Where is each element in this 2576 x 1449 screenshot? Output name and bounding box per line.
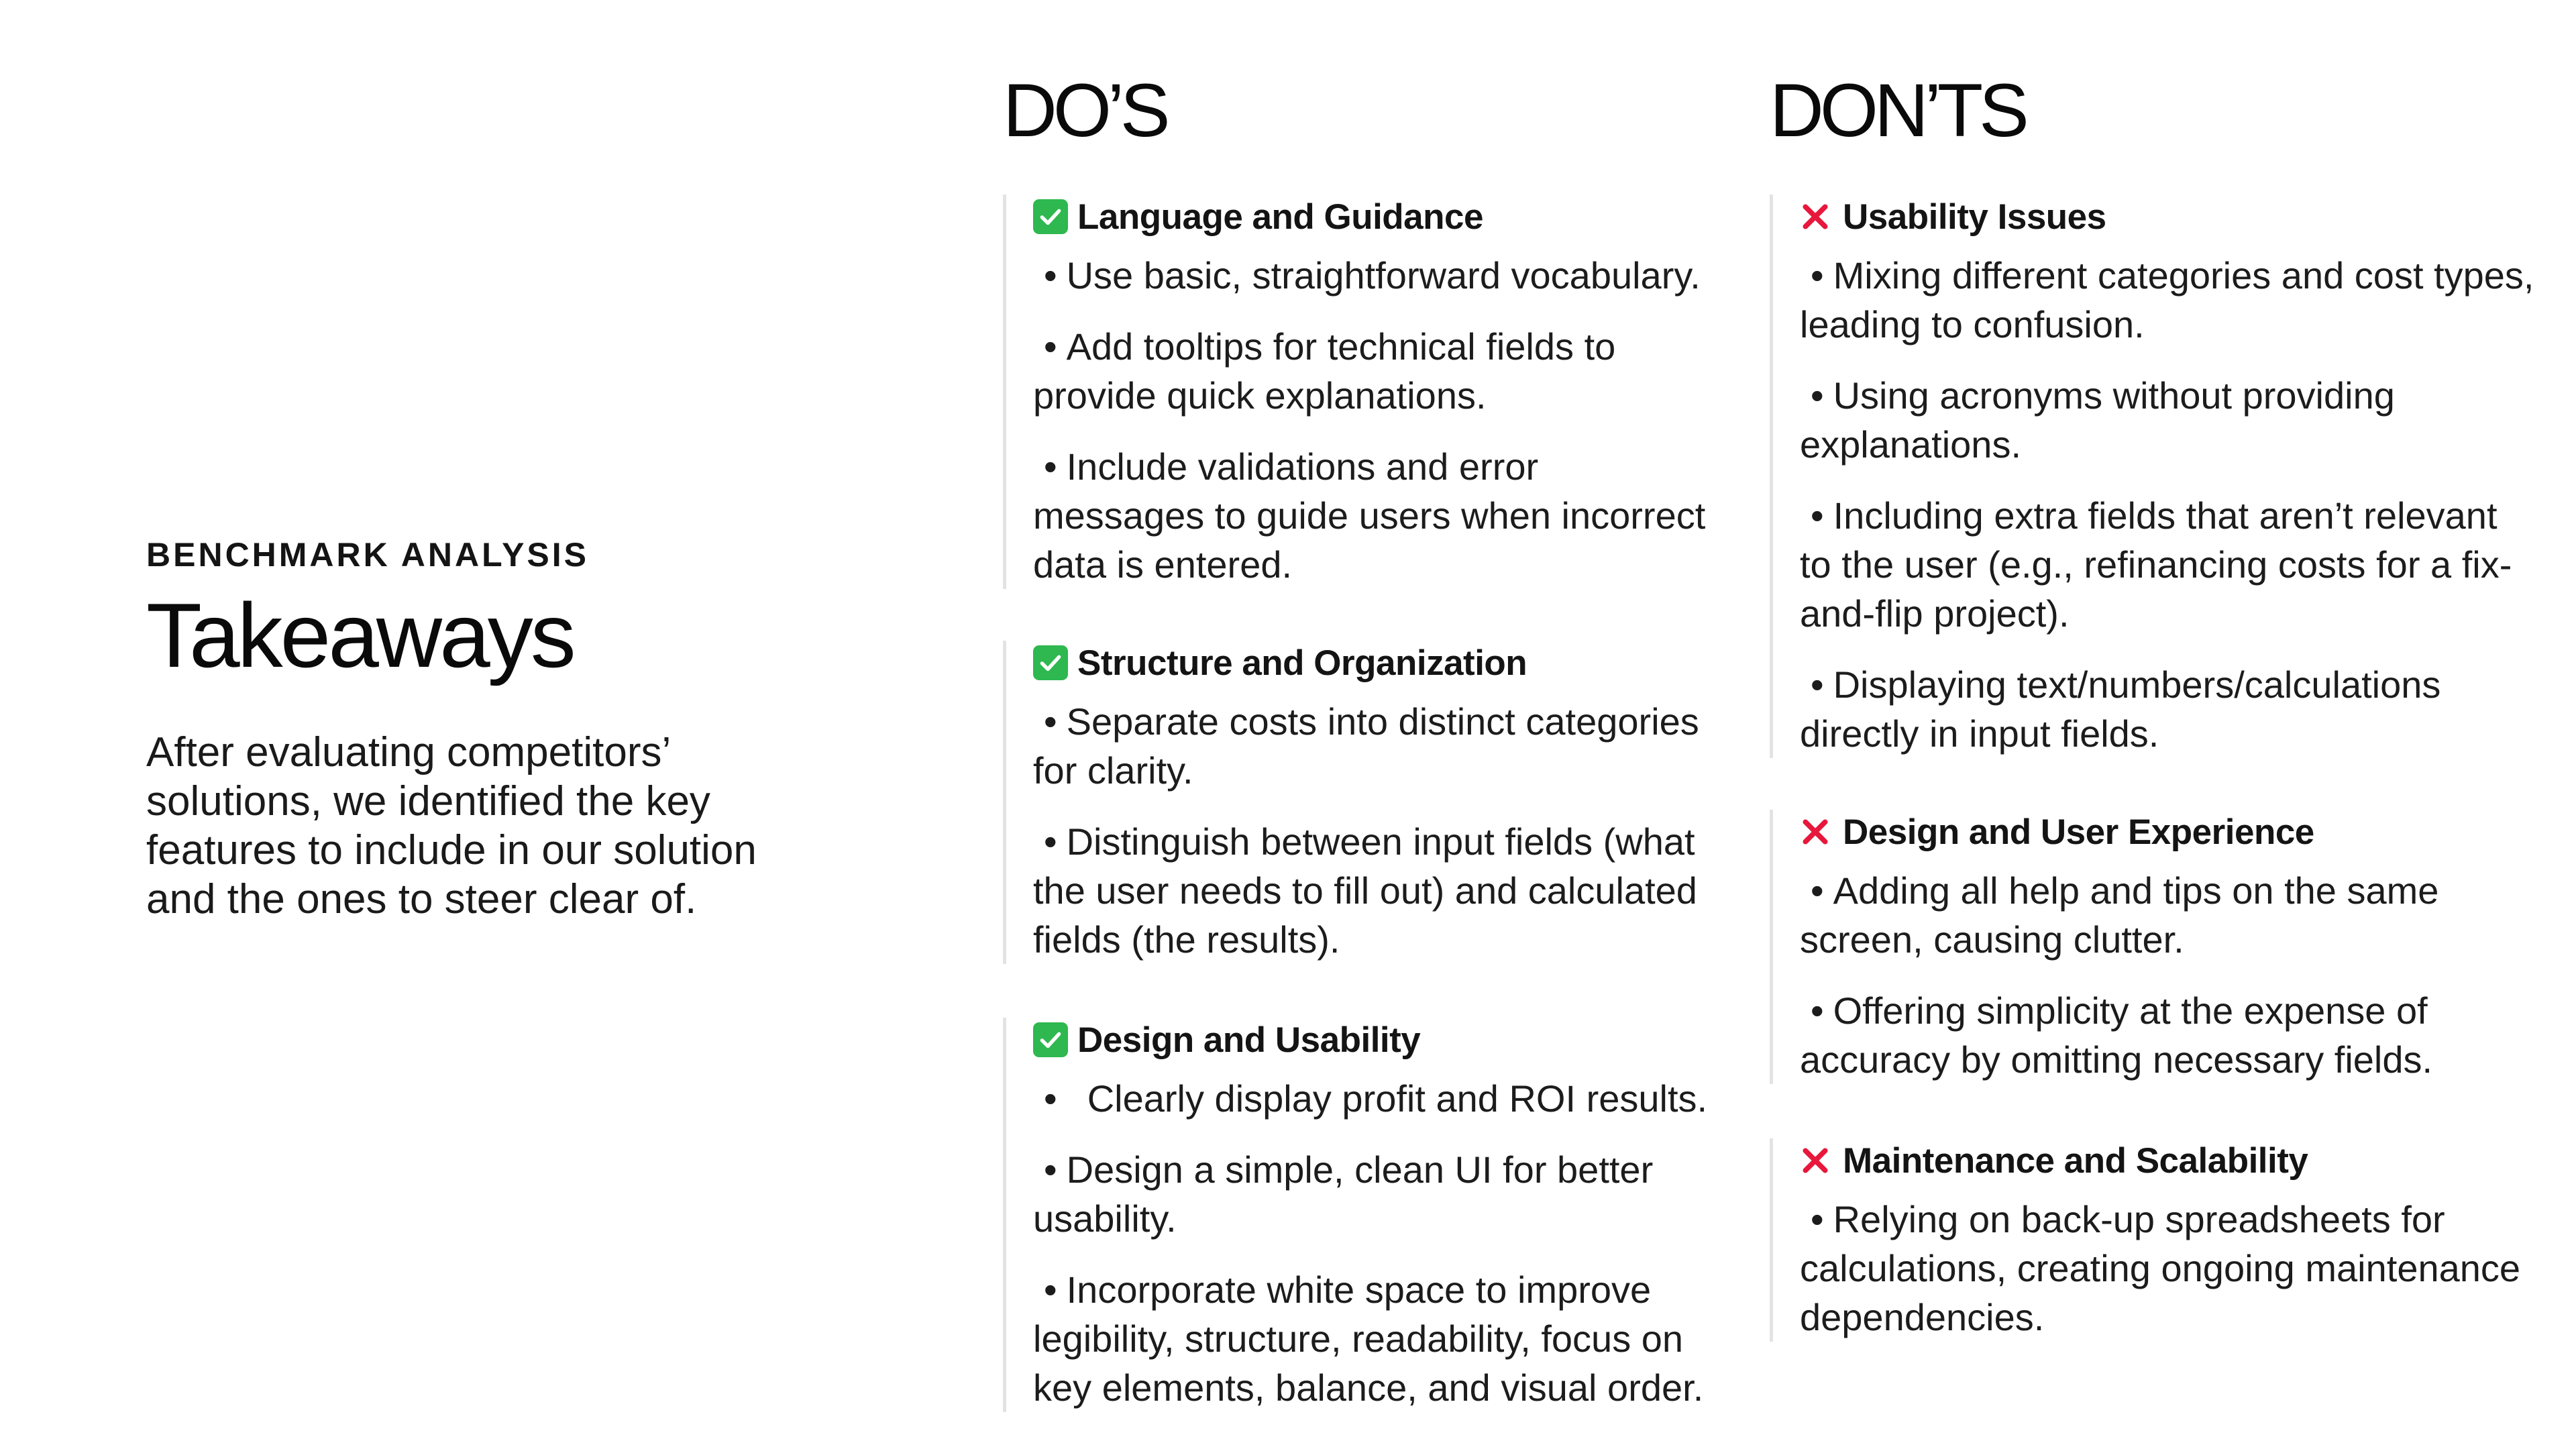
item-text: Offering simplicity at the expense of accuracy by omitting necessary fields. [1800, 989, 2433, 1081]
item-text: Separate costs into distinct categories for clarity. [1033, 700, 1699, 792]
bullet: • [1811, 869, 1824, 912]
item-text: Including extra fields that aren’t relevant to the user (e.g., refinancing costs for a fix-and-flip project). [1800, 494, 2512, 635]
bullet: • [1044, 820, 1057, 863]
bullet: • [1811, 1198, 1824, 1240]
section-title: Maintenance and Scalability [1843, 1140, 2308, 1181]
list-item [1033, 251, 1714, 300]
section-header [1033, 195, 1714, 239]
cross-mark-icon [1800, 201, 1831, 232]
dos-section-design [1003, 1018, 1714, 1412]
list-item [1800, 491, 2534, 638]
section-header [1033, 1018, 1714, 1062]
bullet: • [1811, 374, 1824, 417]
item-text: Using acronyms without providing explanations. [1800, 374, 2395, 466]
check-mark-icon [1033, 199, 1068, 234]
item-text: Adding all help and tips on the same screen, causing clutter. [1800, 869, 2439, 961]
eyebrow-label: BENCHMARK ANALYSIS [146, 536, 590, 574]
list-item [1800, 1195, 2534, 1342]
cross-mark-icon [1800, 1145, 1831, 1176]
item-text: Design a simple, clean UI for better usability. [1033, 1148, 1654, 1240]
cross-mark-icon [1800, 816, 1831, 847]
section-title: Structure and Organization [1077, 643, 1527, 683]
list-item [1033, 1145, 1714, 1243]
bullet: • [1044, 1148, 1057, 1191]
bullet: • [1044, 254, 1057, 297]
item-text: Add tooltips for technical fields to provide quick explanations. [1033, 325, 1616, 417]
section-header [1800, 195, 2534, 239]
dos-column [1003, 67, 1714, 1409]
item-text: Clearly display profit and ROI results. [1066, 1077, 1708, 1120]
item-text: Mixing different categories and cost types, leading to confusion. [1800, 254, 2534, 345]
donts-heading: DON’TS [1770, 68, 2025, 152]
section-title: Usability Issues [1843, 197, 2106, 237]
bullet: • [1044, 445, 1057, 488]
list-item [1800, 660, 2534, 758]
donts-section-usability [1770, 195, 2534, 758]
item-list [1033, 1074, 1714, 1412]
list-item [1800, 866, 2534, 964]
item-text: Include validations and error messages to guide users when incorrect data is entered. [1033, 445, 1706, 586]
section-header [1800, 810, 2534, 854]
section-title: Design and Usability [1077, 1020, 1421, 1060]
intro-block [146, 533, 817, 924]
list-item [1033, 322, 1714, 420]
list-item [1800, 251, 2534, 349]
section-title: Language and Guidance [1077, 197, 1483, 237]
item-list [1033, 251, 1714, 589]
list-item [1800, 371, 2534, 469]
item-list [1800, 1195, 2534, 1342]
list-item [1033, 697, 1714, 795]
list-item [1800, 986, 2534, 1084]
list-item [1033, 817, 1714, 964]
bullet: • [1811, 663, 1824, 706]
item-text: Relying on back-up spreadsheets for calculations, creating ongoing maintenance dependencies. [1800, 1198, 2521, 1338]
list-item [1033, 1265, 1714, 1412]
item-text: Displaying text/numbers/calculations directly in input fields. [1800, 663, 2441, 755]
dos-section-structure [1003, 641, 1714, 964]
section-title: Design and User Experience [1843, 812, 2314, 852]
dos-section-language [1003, 195, 1714, 589]
donts-section-design [1770, 810, 2534, 1084]
item-text: Incorporate white space to improve legibility, structure, readability, focus on key elements, balance, and visual order. [1033, 1269, 1704, 1409]
bullet: • [1044, 1269, 1057, 1311]
donts-section-maintenance [1770, 1138, 2534, 1342]
bullet: • [1811, 494, 1824, 537]
page-title: Takeaways [146, 584, 574, 686]
item-list [1800, 251, 2534, 758]
check-mark-icon [1033, 645, 1068, 680]
item-text: Use basic, straightforward vocabulary. [1066, 254, 1701, 297]
section-header [1033, 641, 1714, 685]
dos-heading: DO’S [1003, 68, 1167, 152]
bullet: • [1811, 254, 1824, 297]
item-text: Distinguish between input fields (what the user needs to fill out) and calculated fields (the results). [1033, 820, 1697, 961]
bullet: • [1044, 325, 1057, 368]
list-item [1033, 1074, 1714, 1123]
donts-column [1770, 67, 2534, 1338]
bullet: • [1044, 700, 1057, 743]
item-list [1800, 866, 2534, 1084]
item-list [1033, 697, 1714, 964]
section-header [1800, 1138, 2534, 1183]
list-item [1033, 442, 1714, 589]
bullet: • [1044, 1077, 1057, 1120]
check-mark-icon [1033, 1022, 1068, 1057]
intro-description: After evaluating competitors’ solutions, we identified the key features to include in our solution and the ones to steer clear of. [146, 729, 757, 922]
bullet: • [1811, 989, 1824, 1032]
